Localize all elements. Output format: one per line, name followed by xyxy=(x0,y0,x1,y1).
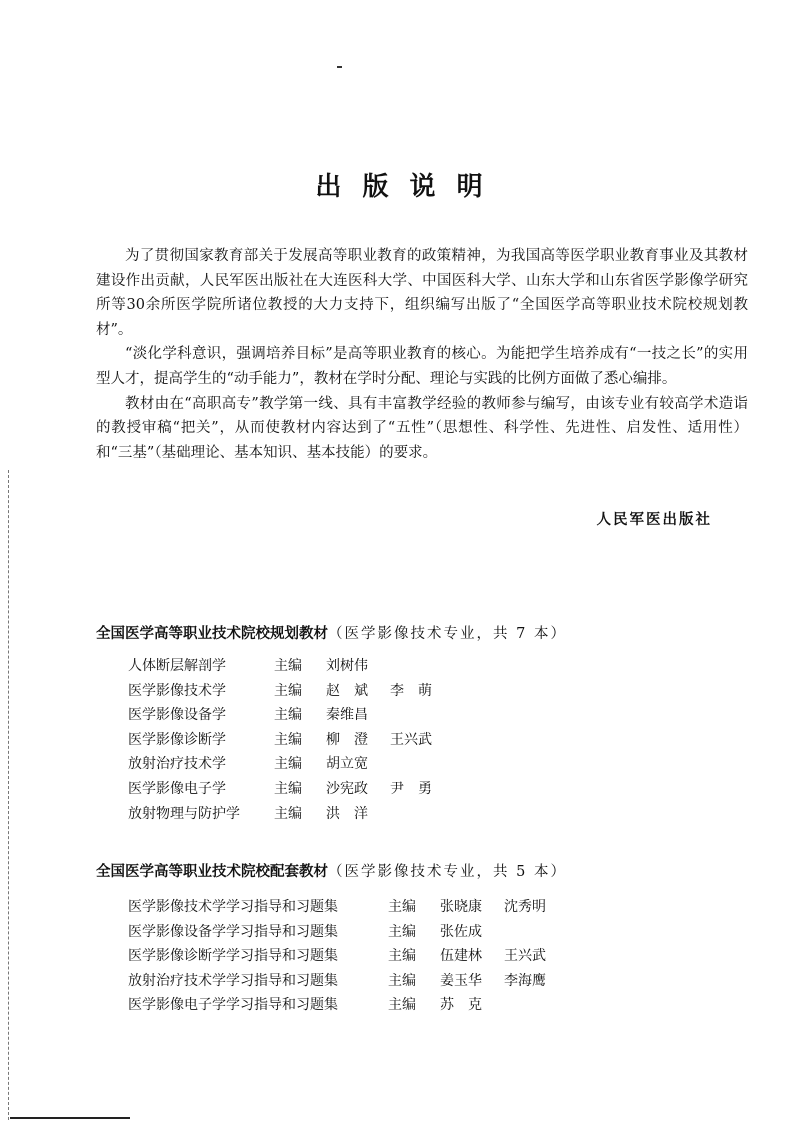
series2-note: （医学影像技术专业，共 5 本） xyxy=(328,864,567,880)
book-author: 王兴武 xyxy=(390,731,432,748)
book-row xyxy=(128,654,454,679)
book-author: 苏 克 xyxy=(440,997,482,1014)
book-title: 医学影像电子学 xyxy=(128,780,226,797)
book-row xyxy=(128,993,568,1018)
book-role: 主编 xyxy=(274,731,302,748)
book-title: 医学影像电子学学习指导和习题集 xyxy=(128,997,338,1014)
book-title: 医学影像技术学学习指导和习题集 xyxy=(128,899,338,915)
preface-paragraph-3: 教材由在“高职高专”教学第一线、具有丰富教学经验的教师参与编写，由该专业有较高学术造诣的教授审稿“把关”，从而使教材内容达到了“五性”（思想性、科学性、先进性、启发性、适用性）和“三基”（基础理论、基本知识、基本技能）的要求。 xyxy=(96,395,748,461)
book-row xyxy=(128,895,568,920)
book-row xyxy=(128,679,454,704)
book-author: 秦维昌 xyxy=(326,707,368,724)
book-row xyxy=(128,802,454,827)
book-title: 医学影像设备学 xyxy=(128,707,226,724)
book-author: 姜玉华 xyxy=(440,972,482,989)
book-title: 医学影像技术学 xyxy=(128,682,226,699)
book-role: 主编 xyxy=(274,658,302,674)
book-row xyxy=(128,920,568,945)
book-role: 主编 xyxy=(274,707,302,724)
series2-book-list xyxy=(128,895,568,1018)
book-author: 尹 勇 xyxy=(390,780,432,797)
book-role: 主编 xyxy=(274,756,302,773)
book-author: 张佐成 xyxy=(440,923,482,940)
book-title: 医学影像诊断学学习指导和习题集 xyxy=(128,948,338,965)
series1-book-list xyxy=(128,654,454,826)
book-role: 主编 xyxy=(388,997,416,1014)
book-role: 主编 xyxy=(274,805,302,822)
book-role: 主编 xyxy=(388,948,416,965)
book-title: 放射治疗技术学学习指导和习题集 xyxy=(128,972,338,989)
series2-heading xyxy=(96,860,567,881)
preface-paragraph-1: 为了贯彻国家教育部关于发展高等职业教育的政策精神，为我国高等医学职业教育事业及其教材建设作出贡献，人民军医出版社在大连医科大学、中国医科大学、山东大学和山东省医学影像学研究所等30余所医学院所诸位教授的大力支持下，组织编写出版了“全国医学高等职业技术院校规划教材”。 xyxy=(96,248,748,338)
preface-paragraph-2: “淡化学科意识，强调培养目标”是高等职业教育的核心。为能把学生培养成有“一技之长”的实用型人才，提高学生的“动手能力”，教材在学时分配、理论与实践的比例方面做了悉心编排。 xyxy=(96,346,748,387)
book-author: 伍建林 xyxy=(440,948,482,965)
book-title: 放射治疗技术学 xyxy=(128,756,226,773)
book-author: 王兴武 xyxy=(504,948,546,965)
book-author: 沈秀明 xyxy=(504,899,546,915)
book-row xyxy=(128,728,454,753)
book-role: 主编 xyxy=(388,972,416,989)
book-role: 主编 xyxy=(388,923,416,940)
series1-title: 全国医学高等职业技术院校规划教材 xyxy=(96,626,328,642)
preface-body xyxy=(96,244,748,465)
series1-heading xyxy=(96,622,567,643)
publisher-signature: 人民军医出版社 xyxy=(596,511,712,528)
book-author: 赵 斌 xyxy=(326,682,368,699)
book-author: 李海鹰 xyxy=(504,972,546,989)
book-row xyxy=(128,703,454,728)
book-row xyxy=(128,969,568,994)
bottom-rule xyxy=(10,1117,130,1119)
book-author: 柳 澄 xyxy=(326,731,368,748)
series2-title: 全国医学高等职业技术院校配套教材 xyxy=(96,864,328,880)
book-row xyxy=(128,944,568,969)
scan-mark xyxy=(337,66,342,68)
page-binding-edge xyxy=(8,470,11,1120)
book-title: 放射物理与防护学 xyxy=(128,805,240,822)
book-title: 医学影像诊断学 xyxy=(128,731,226,748)
book-author: 胡立宽 xyxy=(326,756,368,773)
book-author: 张晓康 xyxy=(440,899,482,915)
book-row xyxy=(128,752,454,777)
book-author: 沙宪政 xyxy=(326,780,368,797)
book-role: 主编 xyxy=(388,899,416,915)
book-role: 主编 xyxy=(274,780,302,797)
book-author: 洪 洋 xyxy=(326,805,368,822)
page-title: 出 版 说 明 xyxy=(315,172,489,202)
book-role: 主编 xyxy=(274,682,302,699)
book-title: 医学影像设备学学习指导和习题集 xyxy=(128,923,338,940)
series1-note: （医学影像技术专业，共 7 本） xyxy=(328,626,567,642)
book-author: 李 萌 xyxy=(390,682,432,699)
book-author: 刘树伟 xyxy=(326,658,368,674)
book-row xyxy=(128,777,454,802)
book-title: 人体断层解剖学 xyxy=(128,658,226,674)
